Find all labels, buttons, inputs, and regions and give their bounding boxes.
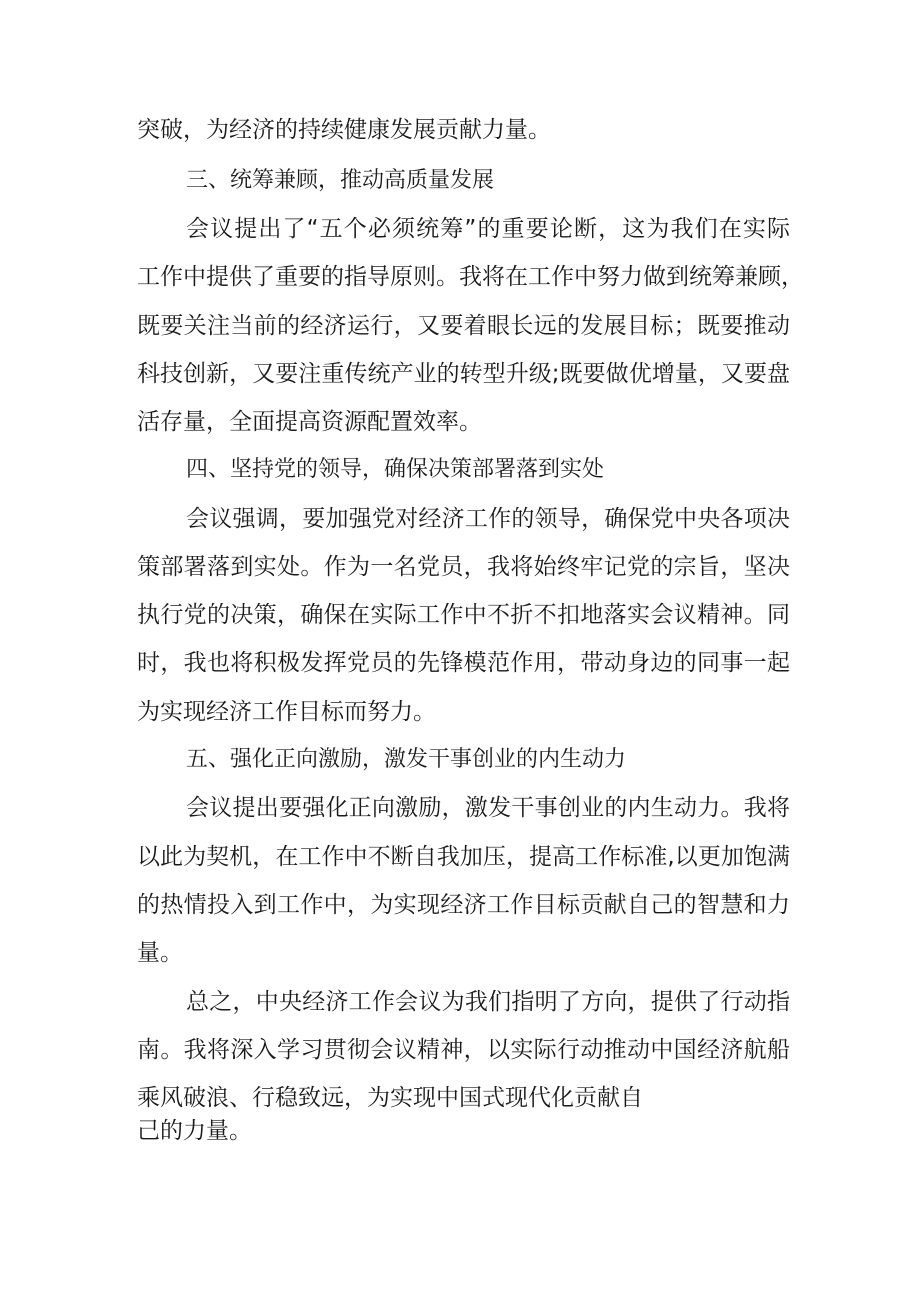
section-5-line-4: 量。: [137, 940, 183, 966]
section-4-line-3: 执行党的决策，确保在实际工作中不折不扣地落实会议精神。同: [137, 602, 790, 628]
section-3-line-5: 活存量，全面提高资源配置效率。: [137, 409, 482, 435]
section-4-line-5: 为实现经济工作目标而努力。: [137, 699, 436, 725]
section-4-line-2: 策部署落到实处。作为一名党员，我将始终牢记党的宗旨，坚决: [137, 554, 790, 580]
section-3-line-4: 科技创新，又要注重传统产业的转型升级;既要做优增量，又要盘: [137, 361, 790, 387]
continuation-line: 突破，为经济的持续健康发展贡献力量。: [137, 117, 551, 143]
section-3-line-2: 工作中提供了重要的指导原则。我将在工作中努力做到统筹兼顾，: [137, 264, 804, 290]
conclusion-line-2: 南。我将深入学习贯彻会议精神，以实际行动推动中国经济航船: [137, 1037, 790, 1063]
conclusion-line-1: 总之，中央经济工作会议为我们指明了方向，提供了行动指: [186, 989, 790, 1015]
section-4-heading: 四、坚持党的领导，确保决策部署落到实处: [186, 457, 605, 482]
conclusion-line-3: 乘风破浪、行稳致远，为实现中国式现代化贡献自: [137, 1085, 643, 1111]
section-4-line-1: 会议强调，要加强党对经济工作的领导，确保党中央各项决: [186, 506, 790, 532]
section-3-line-3: 既要关注当前的经济运行，又要着眼长远的发展目标；既要推动: [137, 313, 790, 339]
section-4-line-4: 时，我也将积极发挥党员的先锋模范作用，带动身边的同事一起: [137, 650, 790, 676]
section-5-heading: 五、强化正向激励，激发干事创业的内生动力: [186, 747, 627, 772]
section-3-line-1: 会议提出了“五个必须统筹”的重要论断，这为我们在实际: [186, 216, 790, 242]
section-5-line-3: 的热情投入到工作中，为实现经济工作目标贡献自己的智慧和力: [137, 892, 790, 918]
section-3-heading: 三、统筹兼顾，推动高质量发展: [186, 168, 495, 193]
section-5-line-2: 以此为契机，在工作中不断自我加压，提高工作标准,以更加饱满: [137, 844, 790, 870]
conclusion-line-4: 己的力量。: [137, 1118, 252, 1144]
section-5-line-1: 会议提出要强化正向激励，激发干事创业的内生动力。我将: [186, 795, 790, 821]
